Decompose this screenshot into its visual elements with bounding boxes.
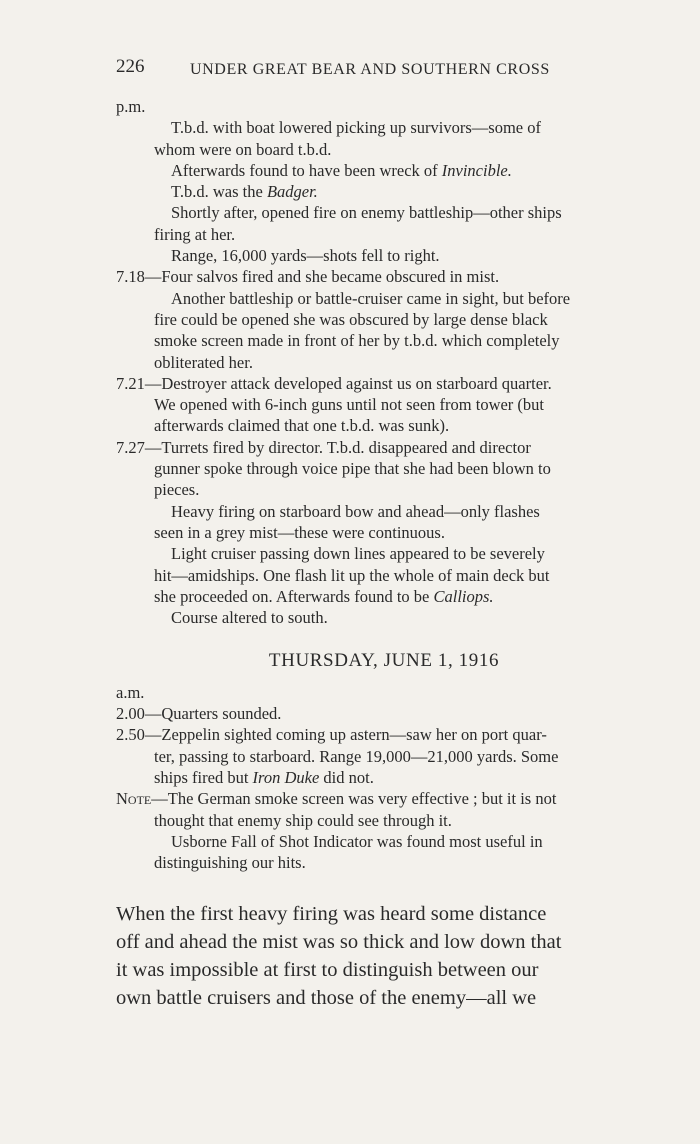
log-line: We opened with 6-inch guns until not seen from tower (but bbox=[154, 395, 545, 415]
ship-name: Badger. bbox=[266, 182, 318, 202]
narrative-paragraph bbox=[116, 900, 654, 1012]
log-line: Course altered to south. bbox=[171, 608, 328, 628]
ship-name: Iron Duke bbox=[252, 767, 320, 787]
log-line: T.b.d. was the Badger. bbox=[171, 182, 318, 202]
log-line: smoke screen made in front of her by t.b.d. which completely bbox=[154, 331, 560, 351]
log-entry-250: 2.50—Zeppelin sighted coming up astern—saw her on port quar- bbox=[116, 725, 547, 745]
log-line: Heavy firing on starboard bow and ahead—only flashes bbox=[171, 501, 540, 521]
entry-time: 7.21 bbox=[116, 373, 145, 393]
entry-time: 2.00 bbox=[116, 704, 145, 724]
entry-time: 7.18 bbox=[116, 267, 145, 287]
ship-name: Calliops. bbox=[433, 586, 494, 606]
log-line: Range, 16,000 yards—shots fell to right. bbox=[171, 246, 440, 266]
log-line: gunner spoke through voice pipe that she had been blown to bbox=[154, 459, 551, 479]
running-title: UNDER GREAT BEAR AND SOUTHERN CROSS bbox=[190, 61, 550, 78]
log-line: she proceeded on. Afterwards found to be Calliops. bbox=[154, 586, 494, 606]
narrative-line: it was impossible at first to distinguish between our bbox=[116, 959, 539, 981]
page-number: 226 bbox=[116, 56, 145, 77]
am-label: a.m. bbox=[116, 682, 145, 702]
page-header bbox=[116, 56, 596, 84]
log-line: Afterwards found to have been wreck of Invincible. bbox=[171, 160, 512, 180]
log-line: Light cruiser passing down lines appeared to be severely bbox=[171, 544, 545, 564]
log-entry-200: 2.00—Quarters sounded. bbox=[116, 704, 282, 724]
log-line: T.b.d. with boat lowered picking up survivors—some of bbox=[171, 118, 541, 138]
narrative-line: own battle cruisers and those of the enemy—all we bbox=[116, 987, 537, 1009]
log-line: ships fired but Iron Duke did not. bbox=[154, 767, 374, 787]
day-heading: THURSDAY, JUNE 1, 1916 bbox=[268, 650, 500, 672]
narrative-line: When the first heavy firing was heard some distance bbox=[116, 903, 547, 925]
log-line: Another battleship or battle-cruiser came in sight, but before bbox=[171, 288, 571, 308]
log-line: pieces. bbox=[154, 480, 200, 500]
note-label: Note bbox=[116, 789, 152, 809]
ship-name: Invincible. bbox=[441, 160, 512, 180]
log-entry-727: 7.27—Turrets fired by director. T.b.d. disappeared and director bbox=[116, 437, 531, 457]
log-entry-721: 7.21—Destroyer attack developed against us on starboard quarter. bbox=[116, 373, 552, 393]
log-line: distinguishing our hits. bbox=[154, 853, 306, 873]
log-line: Shortly after, opened fire on enemy battleship—other ships bbox=[171, 203, 562, 223]
entry-time: 7.27 bbox=[116, 437, 145, 457]
log-line: hit—amidships. One flash lit up the whole of main deck but bbox=[154, 565, 550, 585]
entry-time: 2.50 bbox=[116, 725, 145, 745]
log-line: seen in a grey mist—these were continuous. bbox=[154, 522, 445, 542]
log-line: afterwards claimed that one t.b.d. was sunk). bbox=[154, 416, 450, 436]
log-line: obliterated her. bbox=[154, 352, 253, 372]
pm-label: p.m. bbox=[116, 97, 146, 116]
log-line: whom were on board t.b.d. bbox=[154, 139, 332, 159]
note-entry: Note—The German smoke screen was very effective ; but it is not bbox=[116, 789, 557, 809]
log-entry-718: 7.18—Four salvos fired and she became obscured in mist. bbox=[116, 267, 500, 287]
log-line: firing at her. bbox=[154, 224, 236, 244]
log-line: ter, passing to starboard. Range 19,000—21,000 yards. Some bbox=[154, 746, 559, 766]
log-line: Usborne Fall of Shot Indicator was found most useful in bbox=[171, 831, 543, 851]
log-line: fire could be opened she was obscured by large dense black bbox=[154, 309, 548, 329]
log-body bbox=[116, 96, 652, 873]
narrative-line: off and ahead the mist was so thick and low down that bbox=[116, 931, 562, 953]
log-line: thought that enemy ship could see through it. bbox=[154, 810, 452, 830]
